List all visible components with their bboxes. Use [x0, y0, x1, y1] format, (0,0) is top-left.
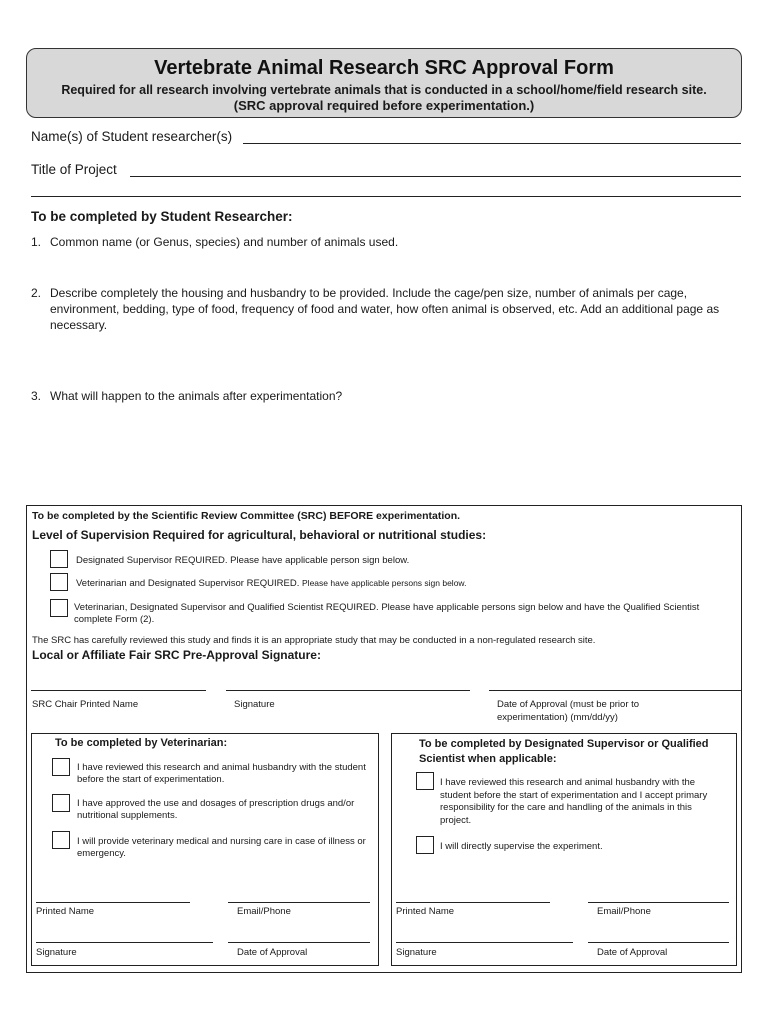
supervisor-reviewed-checkbox[interactable] [416, 772, 434, 790]
project-title-label: Title of Project [31, 162, 117, 177]
supervisor-email-field[interactable] [588, 902, 729, 903]
supervisor-required-checkbox[interactable] [50, 550, 68, 568]
question-number: 1. [31, 235, 42, 249]
src-chair-label: SRC Chair Printed Name [32, 699, 139, 710]
option-1-main: Designated Supervisor REQUIRED. Please have applicable person sign below. [76, 555, 410, 566]
student-section-heading: To be completed by Student Researcher: [31, 209, 293, 224]
vet-printed-name-label: Printed Name [36, 906, 95, 917]
question-1 [31, 234, 731, 250]
option-2-extra: Please have applicable persons sign below. [302, 578, 467, 588]
supervisor-heading: To be completed by Designated Supervisor or Qualified Scientist when applicable: [419, 738, 709, 765]
question-number: 2. [31, 286, 42, 300]
supervision-level-heading: Level of Supervision Required for agricultural, behavioral or nutritional studies: [32, 528, 487, 542]
form-title: Vertebrate Animal Research SRC Approval Form [154, 57, 614, 79]
supervisor-supervise-checkbox[interactable] [416, 836, 434, 854]
question-text: Describe completely the housing and husbandry to be provided. Include the cage/pen size, number of animals per cage, environment, bedding, type of food, frequency of food and water, how often animal is observed, etc. Add an additional page as necessary. [50, 286, 720, 332]
supervisor-item-2: I will directly supervise the experiment. [440, 841, 603, 852]
option-2-label [76, 578, 466, 589]
src-date-field[interactable] [489, 690, 741, 691]
supervisor-date-label: Date of Approval [597, 947, 668, 958]
question-number: 3. [31, 389, 42, 403]
supervisor-printed-name-field[interactable] [396, 902, 550, 903]
src-intro: To be completed by the Scientific Review Committee (SRC) BEFORE experimentation. [32, 510, 461, 522]
supervisor-item-1: I have reviewed this research and animal husbandry with the student before the start of experimentation and I accept primary responsibility for the care and handling of the animals in this project. [440, 777, 708, 826]
project-title-field[interactable] [130, 176, 741, 177]
student-name-label: Name(s) of Student researcher(s) [31, 129, 233, 144]
vet-item-1: I have reviewed this research and animal husbandry with the student before the start of experimentation. [77, 762, 366, 785]
vet-date-label: Date of Approval [237, 947, 308, 958]
option-1-label [76, 555, 409, 566]
src-signature-field[interactable] [226, 690, 470, 691]
src-review-statement: The SRC has carefully reviewed this study and finds it is an appropriate study that may be conducted in a non-regulated research site. [32, 635, 596, 646]
question-text: What will happen to the animals after experimentation? [50, 389, 343, 403]
option-2-main: Veterinarian and Designated Supervisor REQUIRED. [76, 578, 300, 589]
form-header [26, 48, 742, 118]
vet-signature-field[interactable] [36, 942, 213, 943]
src-chair-name-field[interactable] [31, 690, 206, 691]
student-name-field[interactable] [243, 143, 741, 144]
vet-care-checkbox[interactable] [52, 831, 70, 849]
src-signature-label: Signature [234, 699, 275, 710]
src-date-label: Date of Approval (must be prior to experimentation) (mm/dd/yy) [497, 699, 640, 723]
question-3 [31, 388, 731, 404]
supervisor-signature-label: Signature [396, 947, 437, 958]
supervisor-date-field[interactable] [588, 942, 729, 943]
vet-supervisor-required-checkbox[interactable] [50, 573, 68, 591]
form-note: (SRC approval required before experimentation.) [233, 98, 535, 113]
vet-heading: To be completed by Veterinarian: [55, 737, 228, 749]
preapproval-heading: Local or Affiliate Fair SRC Pre-Approval Signature: [32, 648, 321, 662]
form-subtitle: Required for all research involving vertebrate animals that is conducted in a school/home/field research site. [61, 83, 707, 97]
option-3-main: Veterinarian, Designated Supervisor and Qualified Scientist REQUIRED. Please have applicable persons sign below and have the Qualified Scientist complete Form (2). [74, 602, 700, 625]
question-2 [31, 285, 731, 335]
vet-item-3: I will provide veterinary medical and nursing care in case of illness or emergency. [77, 836, 366, 859]
project-title-field-line2[interactable] [31, 196, 741, 197]
vet-supervisor-scientist-required-checkbox[interactable] [50, 599, 68, 617]
vet-approved-drugs-checkbox[interactable] [52, 794, 70, 812]
supervisor-email-label: Email/Phone [597, 906, 651, 917]
vet-printed-name-field[interactable] [36, 902, 190, 903]
question-text: Common name (or Genus, species) and number of animals used. [50, 235, 399, 249]
vet-reviewed-checkbox[interactable] [52, 758, 70, 776]
supervisor-printed-name-label: Printed Name [396, 906, 455, 917]
option-3-label [74, 602, 734, 626]
vet-item-2: I have approved the use and dosages of prescription drugs and/or nutritional supplements. [77, 798, 355, 821]
vet-email-field[interactable] [228, 902, 370, 903]
supervisor-signature-field[interactable] [396, 942, 573, 943]
vet-date-field[interactable] [228, 942, 370, 943]
vet-signature-label: Signature [36, 947, 77, 958]
vet-email-label: Email/Phone [237, 906, 291, 917]
